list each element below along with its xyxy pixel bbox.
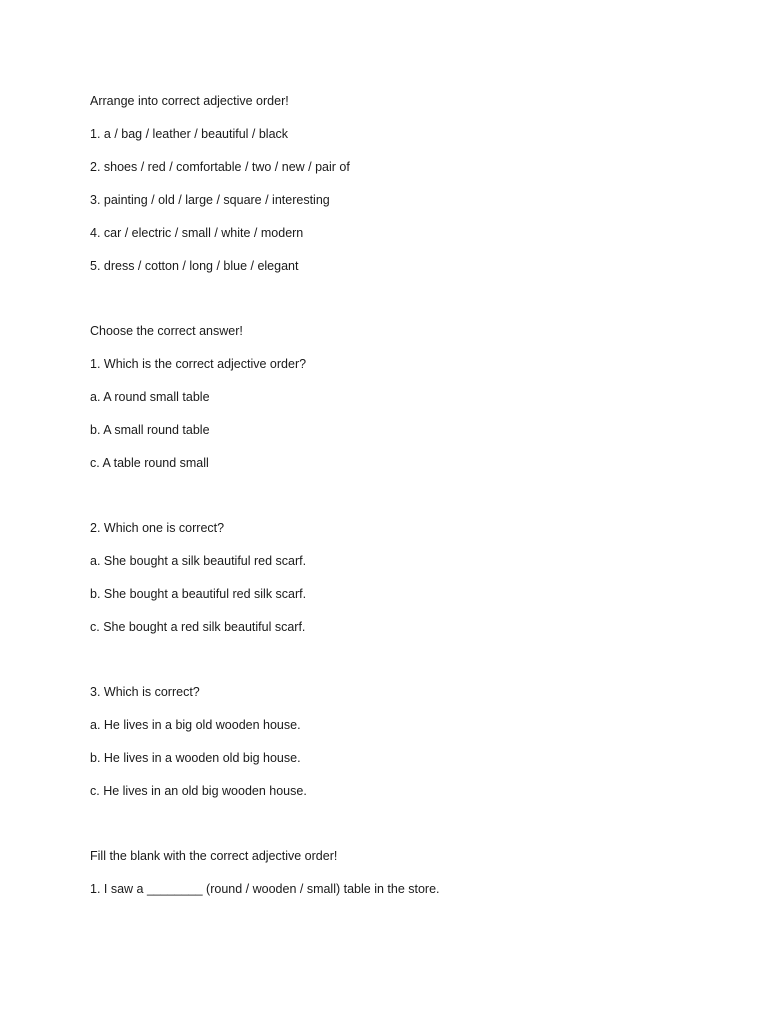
question-1-option-a: a. A round small table <box>90 390 210 404</box>
section-heading-choose: Choose the correct answer! <box>90 324 243 338</box>
question-2-option-c: c. She bought a red silk beautiful scarf. <box>90 620 306 634</box>
section-heading-fill-blank: Fill the blank with the correct adjective order! <box>90 849 338 863</box>
document-page <box>90 93 710 914</box>
arrange-item-2: 2. shoes / red / comfortable / two / new / pair of <box>90 160 350 174</box>
section-spacer <box>90 816 710 848</box>
question-3-option-a: a. He lives in a big old wooden house. <box>90 718 301 732</box>
fill-blank-item-1: 1. I saw a ________ (round / wooden / small) table in the store. <box>90 882 440 896</box>
question-1-option-b: b. A small round table <box>90 423 210 437</box>
section-spacer <box>90 291 710 323</box>
arrange-item-1: 1. a / bag / leather / beautiful / black <box>90 127 289 141</box>
question-spacer <box>90 488 710 520</box>
question-2-option-b: b. She bought a beautiful red silk scarf. <box>90 587 307 601</box>
question-2: 2. Which one is correct? <box>90 521 225 535</box>
question-1: 1. Which is the correct adjective order? <box>90 357 307 371</box>
arrange-item-5: 5. dress / cotton / long / blue / elegant <box>90 259 299 273</box>
question-spacer <box>90 652 710 684</box>
section-heading-arrange: Arrange into correct adjective order! <box>90 94 289 108</box>
question-2-option-a: a. She bought a silk beautiful red scarf. <box>90 554 307 568</box>
question-3-option-b: b. He lives in a wooden old big house. <box>90 751 301 765</box>
question-3-option-c: c. He lives in an old big wooden house. <box>90 784 307 798</box>
arrange-item-4: 4. car / electric / small / white / modern <box>90 226 304 240</box>
arrange-item-3: 3. painting / old / large / square / interesting <box>90 193 330 207</box>
question-1-option-c: c. A table round small <box>90 456 209 470</box>
question-3: 3. Which is correct? <box>90 685 200 699</box>
